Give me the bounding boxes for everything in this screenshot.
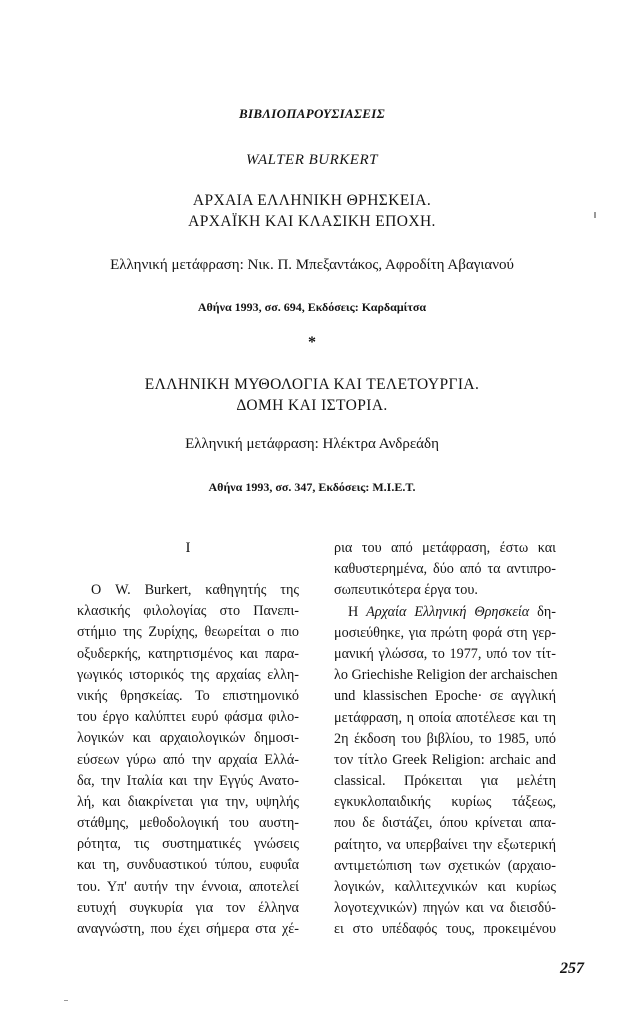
text-line: τον τίτλο Greek Religion: archaic and — [334, 751, 556, 768]
separator-asterisk: * — [308, 334, 316, 351]
text-line: στάθμης, μεθοδολογική του αυστη- — [77, 815, 299, 832]
text-line: εγκυκλοπαιδικής κυρίως τάξεως, — [334, 794, 556, 811]
book2-publication: Αθήνα 1993, σσ. 347, Εκδόσεις: Μ.Ι.Ε.Τ. — [208, 480, 416, 494]
text-line: 2η έκδοση του βιβλίου, το 1985, υπό — [334, 730, 556, 747]
book1-publication: Αθήνα 1993, σσ. 694, Εκδόσεις: Καρδαμίτσα — [197, 300, 427, 314]
book2-title — [0, 374, 624, 416]
section-heading: ΒΙΒΛΙΟΠΑΡΟΥΣΙΑΣΕΙΣ — [239, 106, 385, 121]
text-line: und klassischen Epoche· σε αγγλική — [334, 688, 556, 705]
book1-translation: Ελληνική μετάφραση: Νικ. Π. Μπεξαντάκος, Αφροδίτη Αβαγιανού — [110, 257, 514, 273]
line-suffix: δη- — [529, 603, 556, 620]
book-title-italic: Αρχαία Ελληνική Θρησκεία — [366, 603, 530, 620]
author-name: WALTER BURKERT — [246, 152, 378, 168]
text-line: κλασικής φιλολογίας στο Πανεπι- — [77, 603, 299, 620]
text-line: του. Υπ' αυτήν την έννοια, αποτελεί — [77, 878, 299, 895]
book2-translation: Ελληνική μετάφραση: Ηλέκτρα Ανδρεάδη — [185, 436, 439, 452]
text-line: Ο W. Burkert, καθηγητής της — [91, 582, 299, 598]
text-line: οξυδερκής, κατηρτισμένος και παρα- — [77, 645, 299, 662]
text-line: μετάφραση, η οποία αποτέλεσε και τη — [334, 709, 556, 726]
text-line: που δε διστάζει, όπου κρίνεται απα- — [334, 815, 556, 832]
book2-title-line2: ΔΟΜΗ ΚΑΙ ΙΣΤΟΡΙΑ. — [236, 397, 388, 414]
scan-speck — [64, 1000, 68, 1001]
text-line: classical. Πρόκειται για μελέτη — [334, 773, 556, 790]
left-column — [77, 538, 299, 940]
text-line: ρια του από μετάφραση, έστω και — [334, 540, 556, 556]
text-line: καθυστερημένα, δύο από τα αντιπρο- — [334, 561, 556, 578]
text-line — [334, 602, 556, 623]
text-line: και τη, συνδυαστικού τύπου, ευφυΐα — [77, 857, 299, 874]
book2-title-line1: ΕΛΛΗΝΙΚΗ ΜΥΘΟΛΟΓΙΑ ΚΑΙ ΤΕΛΕΤΟΥΡΓΙΑ. — [144, 376, 480, 393]
text-line: ει στο υπέδαφός τους, προκειμένου — [334, 921, 556, 938]
right-column-text — [334, 623, 556, 941]
text-line: αναγνώστη, που έχει σήμερα στα χέ- — [77, 921, 299, 937]
scan-speck — [594, 212, 596, 218]
text-line: εύσεων γύρω από την αρχαία Ελλά- — [77, 751, 299, 768]
text-line: μανική γλώσσα, το 1977, υπό τον τίτ- — [334, 645, 556, 662]
text-line: του έργο καλύπτει ευρύ φάσμα φιλο- — [77, 709, 299, 726]
text-line: στήμιο της Ζυρίχης, θεωρείται ο πιο — [77, 624, 299, 641]
text-line: λή, και διακρίνεται για την, υψηλής — [77, 793, 299, 810]
text-line: μοσιεύθηκε, για πρώτη φορά στη γερ- — [334, 624, 556, 641]
text-line: γωγικός ιστορικός της αρχαίας ελλη- — [77, 666, 299, 683]
text-line: δα, την Ιταλία και την Εγγύς Ανατο- — [77, 772, 299, 789]
text-line: λογοτεχνικών) πηγών και να διεισδύ- — [334, 900, 556, 917]
text-line: ευτυχή συγκυρία για τον έλληνα — [77, 899, 299, 916]
text-line: λογικών και αρχαιολογικών δημοσι- — [77, 730, 299, 747]
text-line: νικής θρησκείας. Το επιστημονικό — [77, 687, 299, 704]
section-number: I — [185, 540, 191, 556]
book1-title-line1: ΑΡΧΑΙΑ ΕΛΛΗΝΙΚΗ ΘΡΗΣΚΕΙΑ. — [192, 192, 432, 209]
line-prefix: Η — [348, 603, 367, 620]
text-line: ραίτητο, να υπερβαίνει την εξωτερική — [334, 836, 556, 853]
text-line: λο Griechishe Religion der archaischen — [334, 667, 558, 684]
text-line: αντιμετώπιση των σχετικών (αρχαιο- — [334, 857, 556, 874]
text-line: λογικών, καλλιτεχνικών και κυρίως — [334, 879, 556, 895]
book1-title-line2: ΑΡΧΑΪΚΗ ΚΑΙ ΚΛΑΣΙΚΗ ΕΠΟΧΗ. — [188, 213, 436, 230]
right-column — [334, 538, 556, 941]
text-line: ρότητα, τις συστηματικές γνώσεις — [77, 836, 299, 853]
page-number: 257 — [560, 960, 584, 977]
text-line: σωπευτικότερα έργα του. — [334, 582, 478, 599]
left-column-text — [77, 580, 299, 940]
book1-title — [0, 190, 624, 232]
